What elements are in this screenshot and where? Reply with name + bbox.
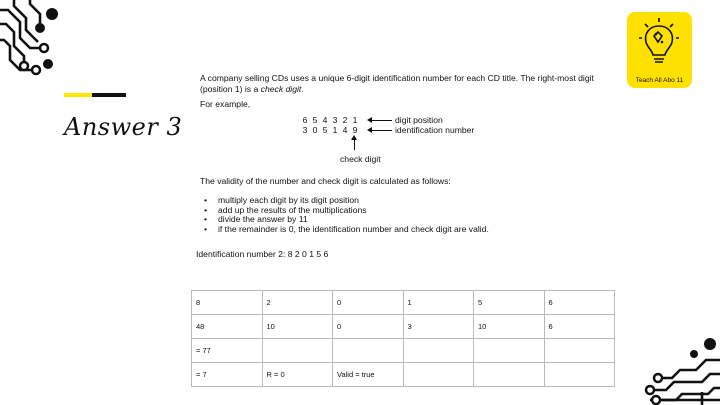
table-cell: 1 bbox=[403, 291, 474, 315]
digit-position-row bbox=[300, 115, 360, 125]
table-cell: 10 bbox=[262, 315, 333, 339]
table-cell: 6 bbox=[544, 291, 615, 315]
table-cell: 0 bbox=[333, 315, 404, 339]
sum-cell: = 77 bbox=[192, 339, 263, 363]
list-item: • multiply each digit by its digit position bbox=[204, 196, 489, 206]
table-cell: 5 bbox=[474, 291, 545, 315]
logo-text: Teach All Abo 11 bbox=[635, 77, 684, 84]
table-cell: 8 bbox=[192, 291, 263, 315]
id-digit: 3 bbox=[302, 125, 308, 135]
table-cell bbox=[403, 363, 474, 387]
accent-bar-black bbox=[92, 93, 126, 97]
table-cell bbox=[262, 339, 333, 363]
digit-position-label: digit position bbox=[395, 115, 443, 125]
identification-number-label: identification number bbox=[395, 125, 475, 135]
position-digit: 3 bbox=[332, 115, 338, 125]
table-cell: 6 bbox=[544, 315, 615, 339]
position-digit: 4 bbox=[322, 115, 328, 125]
list-item: • if the remainder is 0, the identification number and check digit are valid. bbox=[204, 225, 489, 235]
id-digit: 1 bbox=[332, 125, 338, 135]
circuit-decoration-bottom-right bbox=[610, 330, 720, 405]
divide-cell: = 7 bbox=[192, 363, 263, 387]
lightbulb-icon bbox=[627, 12, 692, 72]
table-cell bbox=[544, 363, 615, 387]
remainder-cell: R = 0 bbox=[262, 363, 333, 387]
position-digit: 5 bbox=[312, 115, 318, 125]
id-digit: 0 bbox=[312, 125, 318, 135]
position-digit: 1 bbox=[352, 115, 358, 125]
digit-diagram bbox=[300, 115, 600, 175]
left-arrow-icon bbox=[370, 130, 392, 131]
up-arrow-icon bbox=[354, 138, 355, 150]
question-intro-text: A company selling CDs uses a unique 6-digit identification number for each CD title. The right-most digit (position 1) is a bbox=[200, 73, 594, 94]
table-cell bbox=[333, 339, 404, 363]
position-digit: 6 bbox=[302, 115, 308, 125]
table-cell: 48 bbox=[192, 315, 263, 339]
identification-number-line: Identification number 2: 8 2 0 1 5 6 bbox=[196, 249, 329, 259]
table-cell: 0 bbox=[333, 291, 404, 315]
working-table bbox=[191, 290, 615, 387]
table-cell bbox=[403, 339, 474, 363]
list-item: • divide the answer by 11 bbox=[204, 215, 489, 225]
question-intro-end: . bbox=[301, 84, 304, 94]
id-digit: 9 bbox=[352, 125, 358, 135]
question-check-digit-term: check digit bbox=[260, 84, 302, 94]
steps-list bbox=[204, 196, 489, 234]
id-digit: 4 bbox=[342, 125, 348, 135]
question-intro bbox=[200, 73, 620, 110]
table-row bbox=[192, 291, 615, 315]
table-cell: 2 bbox=[262, 291, 333, 315]
table-row bbox=[192, 315, 615, 339]
accent-bar-yellow bbox=[64, 93, 92, 97]
id-digit: 5 bbox=[322, 125, 328, 135]
table-row bbox=[192, 363, 615, 387]
valid-cell: Valid = true bbox=[333, 363, 404, 387]
accent-bar bbox=[64, 93, 126, 97]
position-digit: 2 bbox=[342, 115, 348, 125]
left-arrow-icon bbox=[370, 120, 392, 121]
circuit-decoration-top-left bbox=[0, 0, 80, 80]
slide-title: Answer 3 bbox=[64, 113, 183, 141]
table-row bbox=[192, 339, 615, 363]
logo bbox=[627, 12, 692, 88]
validity-intro: The validity of the number and check digit is calculated as follows: bbox=[200, 176, 451, 186]
table-cell bbox=[474, 339, 545, 363]
question-example-label: For example, bbox=[200, 99, 251, 109]
check-digit-label: check digit bbox=[340, 154, 381, 164]
table-cell: 3 bbox=[403, 315, 474, 339]
table-cell bbox=[544, 339, 615, 363]
table-cell: 10 bbox=[474, 315, 545, 339]
list-item: • add up the results of the multiplications bbox=[204, 206, 489, 216]
table-cell bbox=[474, 363, 545, 387]
identification-number-row bbox=[300, 125, 360, 135]
